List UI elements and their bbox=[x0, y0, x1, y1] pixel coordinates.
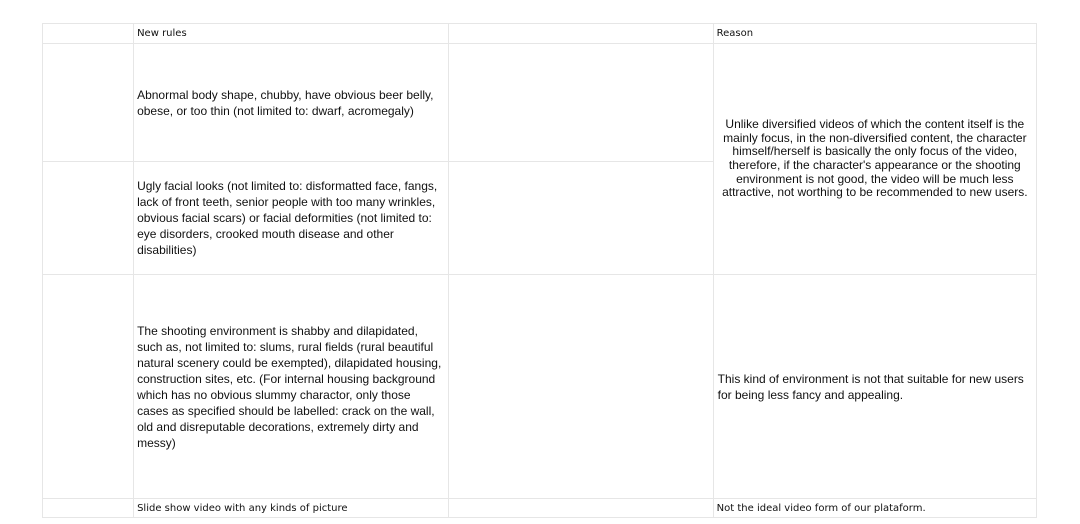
rule-cell[interactable]: The shooting environment is shabby and dilapidated, such as, not limited to: slums, rural fields (rural beautiful natural scenery could be exempted), dilapidated housing, construction sites, etc. (For internal housing background which has no obvious slummy charactor, only those cases as specified should be labelled: crack on the wall, old and disreputable decorations, extremely dirty and messy) bbox=[134, 275, 449, 499]
rule-cell[interactable]: Abnormal body shape, chubby, have obvious beer belly, obese, or too thin (not limited to: dwarf, acromegaly) bbox=[134, 44, 449, 162]
header-new-rules[interactable]: New rules bbox=[134, 24, 449, 44]
reason-cell[interactable]: This kind of environment is not that suitable for new users for being less fancy and appealing. bbox=[713, 275, 1036, 499]
reason-cell[interactable]: Not the ideal video form of our plataform. bbox=[713, 499, 1036, 518]
cell-empty[interactable] bbox=[449, 499, 713, 518]
header-row bbox=[43, 24, 1037, 44]
cell-empty[interactable] bbox=[43, 275, 134, 499]
cell-empty[interactable] bbox=[43, 44, 134, 162]
cell-empty[interactable] bbox=[43, 499, 134, 518]
cell-empty[interactable] bbox=[449, 275, 713, 499]
cell-empty[interactable] bbox=[43, 162, 134, 275]
rules-table bbox=[42, 23, 1037, 518]
header-reason[interactable]: Reason bbox=[713, 24, 1036, 44]
cell-empty[interactable] bbox=[449, 162, 713, 275]
cell-empty[interactable] bbox=[449, 24, 713, 44]
rule-cell[interactable]: Slide show video with any kinds of picture bbox=[134, 499, 449, 518]
cell-empty[interactable] bbox=[43, 24, 134, 44]
table-row bbox=[43, 44, 1037, 162]
cell-empty[interactable] bbox=[449, 44, 713, 162]
table-row bbox=[43, 275, 1037, 499]
table-row bbox=[43, 499, 1037, 518]
reason-cell-merged[interactable]: Unlike diversified videos of which the content itself is the mainly focus, in the non-diversified content, the character himself/herself is basically the only focus of the video, therefore, if the character's appearance or the shooting environment is not good, the video will be much less attractive, not worthing to be recommended to new users. bbox=[713, 44, 1036, 275]
rule-cell[interactable]: Ugly facial looks (not limited to: disformatted face, fangs, lack of front teeth, senior people with too many wrinkles, obvious facial scars) or facial deformities (not limited to: eye disorders, crooked mouth disease and other disabilities) bbox=[134, 162, 449, 275]
